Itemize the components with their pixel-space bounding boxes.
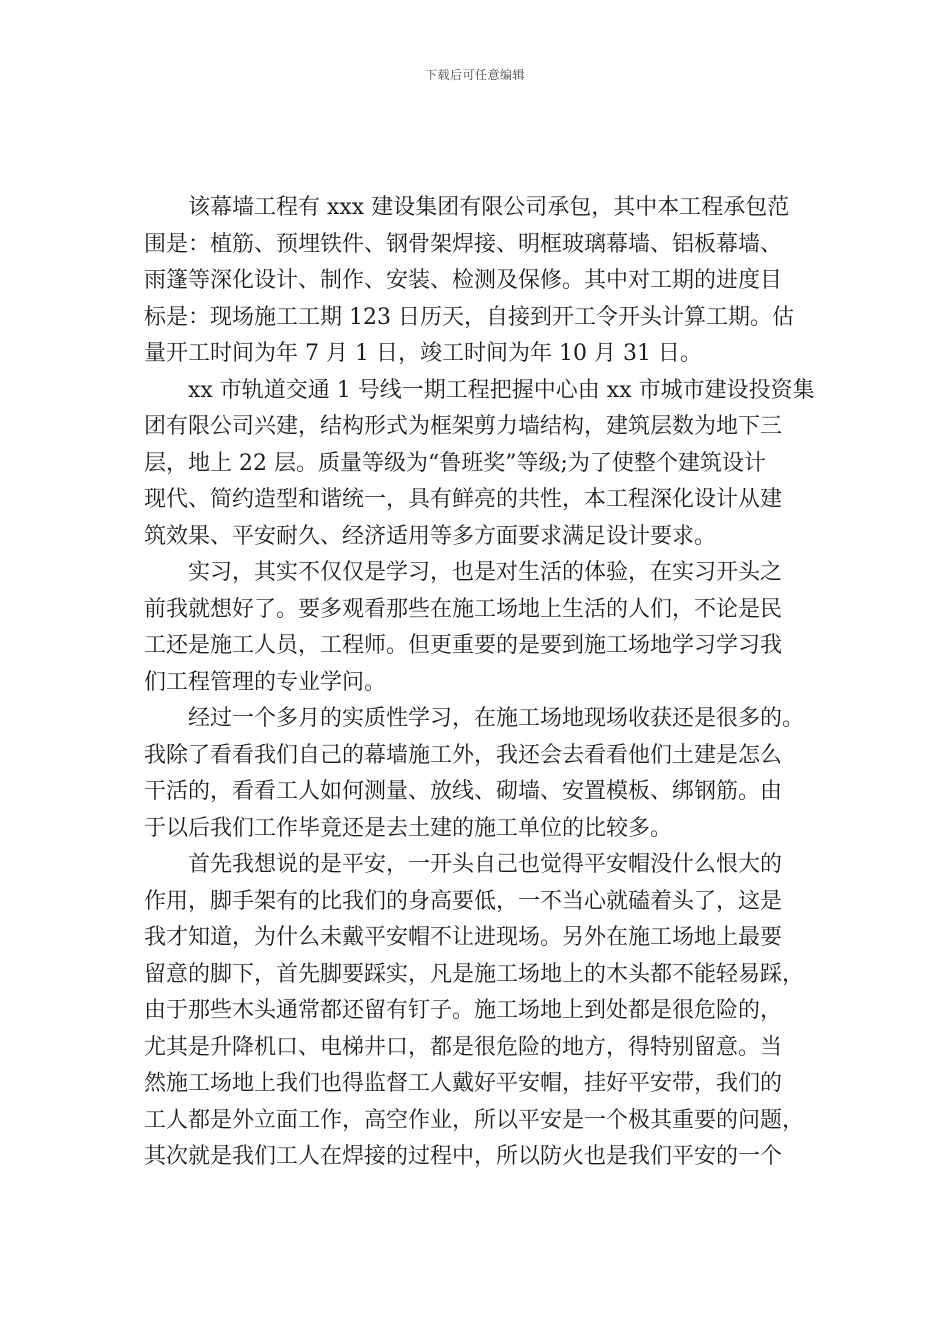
paragraph-3-line-1: 实习，其实不仅仅是学习，也是对生活的体验，在实习开头之 bbox=[188, 560, 783, 585]
header-note: 下载后可任意编辑 bbox=[424, 68, 525, 82]
paragraph-5-line-9: 其次就是我们工人在焊接的过程中，所以防火也是我们平安的一个 bbox=[144, 1144, 783, 1169]
paragraph-4-line-1: 经过一个多月的实质性学习，在施工场地现场收获还是很多的。 bbox=[188, 706, 805, 731]
paragraph-2-line-2: 团有限公司兴建，结构形式为框架剪力墙结构，建筑层数为地下三 bbox=[144, 414, 783, 439]
paragraph-5-line-4: 留意的脚下，首先脚要踩实，凡是施工场地上的木头都不能轻易踩， bbox=[144, 961, 805, 987]
paragraph-5-line-3: 我才知道，为什么未戴平安帽不让进现场。另外在施工场地上最要 bbox=[144, 925, 783, 950]
paragraph-5-line-2: 作用，脚手架有的比我们的身高要低，一不当心就磕着头了，这是 bbox=[144, 888, 783, 914]
paragraph-2-line-1: xx 市轨道交通 1 号线一期工程把握中心由 xx 市城市建设投资集 bbox=[188, 377, 815, 403]
paragraph-4-line-4: 于以后我们工作毕竟还是去土建的施工单位的比较多。 bbox=[144, 815, 673, 841]
paragraph-3-line-2: 前我就想好了。要多观看那些在施工场地上生活的人们，不论是民 bbox=[144, 596, 783, 622]
paragraph-1-line-5: 量开工时间为年 7 月 1 日，竣工时间为年 10 月 31 日。 bbox=[144, 341, 702, 366]
paragraph-4-line-2: 我除了看看我们自己的幕墙施工外，我还会去看看他们土建是怎么 bbox=[144, 742, 783, 768]
paragraph-1-line-3: 雨篷等深化设计、制作、安装、检测及保修。其中对工期的进度目 bbox=[144, 268, 783, 293]
paragraph-2-line-4: 现代、简约造型和谐统一，具有鲜亮的共性，本工程深化设计从建 bbox=[144, 487, 783, 512]
paragraph-5-line-7: 然施工场地上我们也得监督工人戴好平安帽，挂好平安带，我们的 bbox=[144, 1071, 783, 1096]
paragraph-5-line-8: 工人都是外立面工作，高空作业，所以平安是一个极其重要的问题， bbox=[144, 1107, 805, 1133]
paragraph-5-line-5: 由于那些木头通常都还留有钉子。施工场地上到处都是很危险的， bbox=[144, 998, 783, 1023]
paragraph-2-line-3: 层，地上 22 层。质量等级为“鲁班奖”等级;为了使整个建筑设计 bbox=[144, 450, 766, 476]
paragraph-2-line-5: 筑效果、平安耐久、经济适用等多方面要求满足设计要求。 bbox=[144, 523, 717, 549]
paragraph-1-line-2: 围是：植筋、预埋铁件、钢骨架焊接、明框玻璃幕墙、铝板幕墙、 bbox=[144, 231, 783, 257]
paragraph-3-line-3: 工还是施工人员，工程师。但更重要的是要到施工场地学习学习我 bbox=[144, 633, 783, 658]
paragraph-3-line-4: 们工程管理的专业学问。 bbox=[144, 669, 387, 695]
paragraph-5-line-6: 尤其是升降机口、电梯井口，都是很危险的地方，得特别留意。当 bbox=[144, 1034, 783, 1060]
paragraph-5-line-1: 首先我想说的是平安，一开头自己也觉得平安帽没什么恨大的 bbox=[188, 852, 783, 877]
paragraph-1-line-4: 标是：现场施工工期 123 日历天，自接到开工令开头计算工期。估 bbox=[144, 304, 794, 330]
paragraph-4-line-3: 干活的，看看工人如何测量、放线、砌墙、安置模板、绑钢筋。由 bbox=[144, 779, 783, 804]
document-body bbox=[144, 190, 815, 1176]
paragraph-1-line-1: 该幕墙工程有 xxx 建设集团有限公司承包，其中本工程承包范 bbox=[188, 195, 790, 220]
